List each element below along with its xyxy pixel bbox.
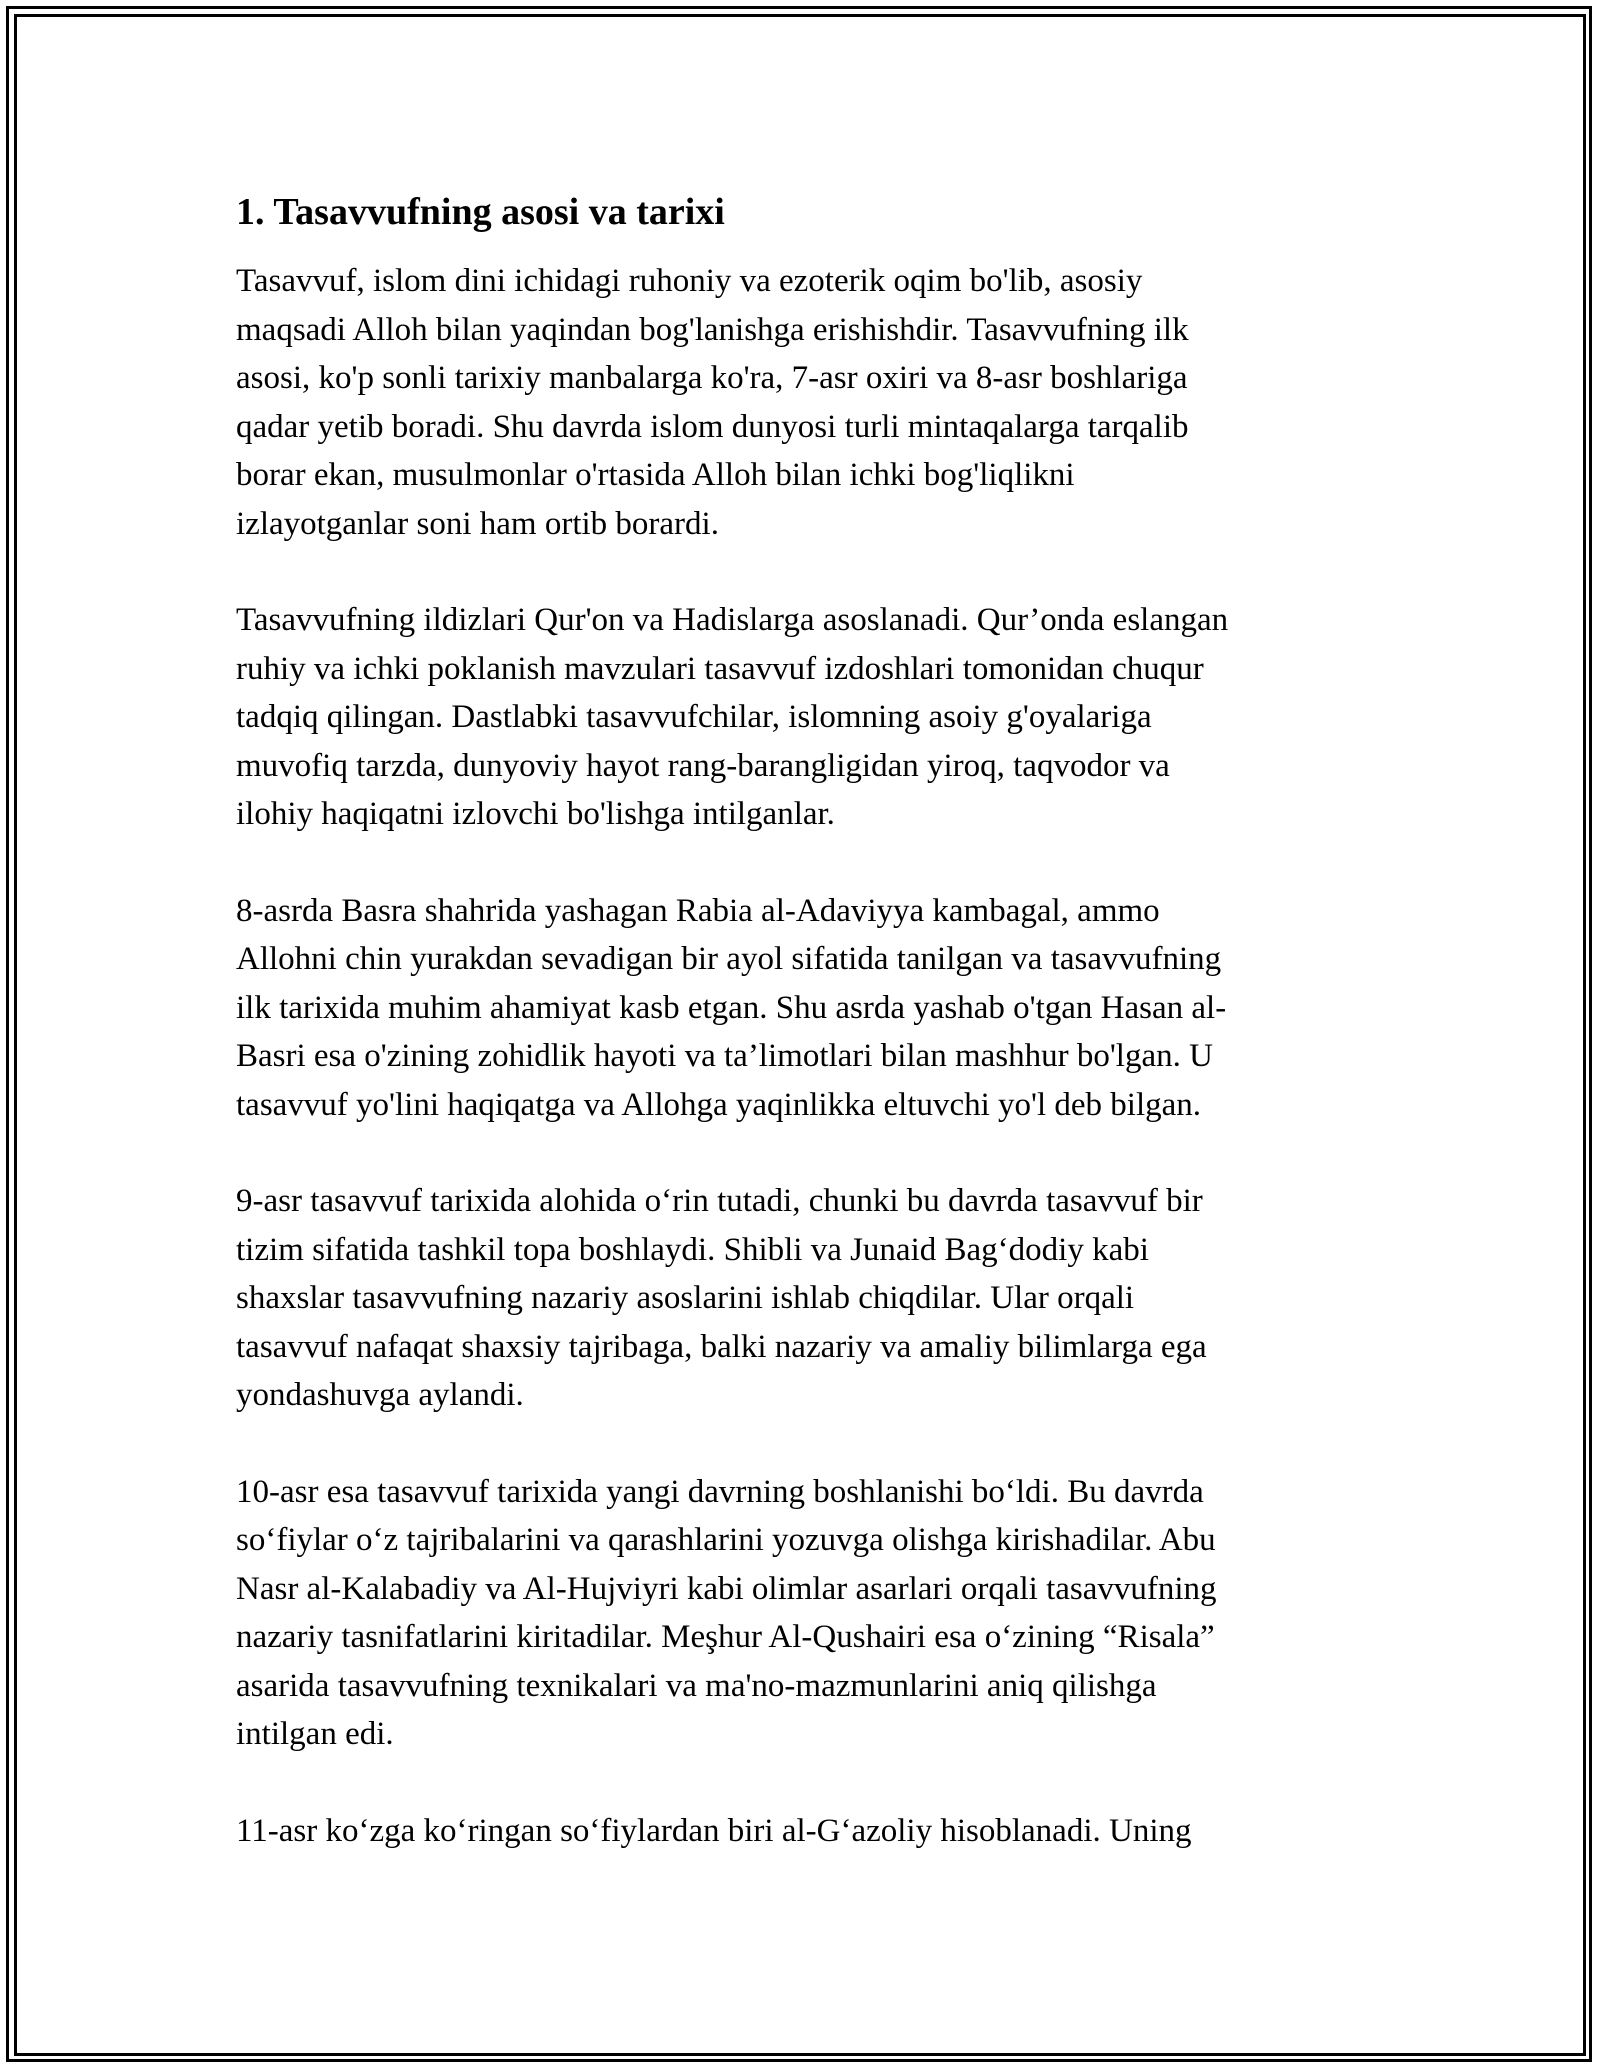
text-line: izlayotganlar soni ham ortib borardi. <box>236 505 719 542</box>
text-line: intilgan edi. <box>236 1716 394 1752</box>
paragraph-5 <box>236 1468 1386 1759</box>
paragraph-3 <box>236 887 1386 1130</box>
text-line: ilohiy haqiqatni izlovchi bo'lishga intilganlar. <box>236 796 835 832</box>
text-line: Allohni chin yurakdan sevadigan bir ayol sifatida tanilgan va tasavvufning <box>236 941 1222 977</box>
text-line: maqsadi Alloh bilan yaqindan bog'lanishga erishishdir. Tasavvufning ilk <box>236 311 1189 348</box>
text-line: asosi, ko'p sonli tarixiy manbalarga ko'ra, 7-asr oxiri va 8-asr boshlariga <box>236 360 1188 396</box>
paragraph-2 <box>236 596 1386 839</box>
document-body <box>236 185 1386 1903</box>
paragraph-1 <box>236 257 1386 548</box>
text-line: qadar yetib boradi. Shu davrda islom dunyosi turli mintaqalarga tarqalib <box>236 408 1189 445</box>
text-line: 8-asrda Basra shahrida yashagan Rabia al-Adaviyya kambagal, ammo <box>236 892 1160 929</box>
text-line: tasavvuf nafaqat shaxsiy tajribaga, balki nazariy va amaliy bilimlarga ega <box>236 1328 1207 1365</box>
text-line: ilk tarixida muhim ahamiyat kasb etgan. Shu asrda yashab o'tgan Hasan al- <box>236 989 1227 1026</box>
text-line: muvofiq tarzda, dunyoviy hayot rang-barangligidan yiroq, taqvodor va <box>236 747 1170 784</box>
text-line: Nasr al-Kalabadiy va Al-Hujviyri kabi olimlar asarlari orqali tasavvufning <box>236 1570 1217 1607</box>
text-line: 9-asr tasavvuf tarixida alohida o‘rin tutadi, chunki bu davrda tasavvuf bir <box>236 1183 1203 1219</box>
text-line: Tasavvuf, islom dini ichidagi ruhoniy va ezoterik oqim bo'lib, asosiy <box>236 263 1143 299</box>
text-line: so‘fiylar o‘z tajribalarini va qarashlarini yozuvga olishga kirishadilar. Abu <box>236 1522 1216 1558</box>
paragraph-6 <box>236 1807 1386 1856</box>
section-heading: 1. Tasavvufning asosi va tarixi <box>236 191 725 233</box>
text-line: tasavvuf yo'lini haqiqatga va Allohga yaqinlikka eltuvchi yo'l deb bilgan. <box>236 1086 1202 1123</box>
text-line: Tasavvufning ildizlari Qur'on va Hadislarga asoslanadi. Qur’onda eslangan <box>236 602 1229 638</box>
text-line: borar ekan, musulmonlar o'rtasida Alloh bilan ichki bog'liqlikni <box>236 457 1075 493</box>
text-line: 10-asr esa tasavvuf tarixida yangi davrning boshlanishi bo‘ldi. Bu davrda <box>236 1473 1204 1510</box>
text-line: 11-asr ko‘zga ko‘ringan so‘fiylardan biri al-G‘azoliy hisoblanadi. Uning <box>236 1812 1192 1849</box>
text-line: shaxslar tasavvufning nazariy asoslarini ishlab chiqdilar. Ular orqali <box>236 1280 1135 1316</box>
paragraph-4 <box>236 1177 1386 1420</box>
text-line: Basri esa o'zining zohidlik hayoti va ta’limotlari bilan mashhur bo'lgan. U <box>236 1038 1213 1074</box>
text-line: tizim sifatida tashkil topa boshlaydi. Shibli va Junaid Bag‘dodiy kabi <box>236 1231 1149 1268</box>
text-line: nazariy tasnifatlarini kiritadilar. Meşhur Al-Qushairi esa o‘zining “Risala” <box>236 1619 1215 1655</box>
text-line: yondashuvga aylandi. <box>236 1377 524 1413</box>
text-line: asarida tasavvufning texnikalari va ma'no-mazmunlarini aniq qilishga <box>236 1667 1157 1704</box>
text-line: ruhiy va ichki poklanish mavzulari tasavvuf izdoshlari tomonidan chuqur <box>236 650 1204 687</box>
text-line: tadqiq qilingan. Dastlabki tasavvufchilar, islomning asoiy g'oyalariga <box>236 699 1152 735</box>
